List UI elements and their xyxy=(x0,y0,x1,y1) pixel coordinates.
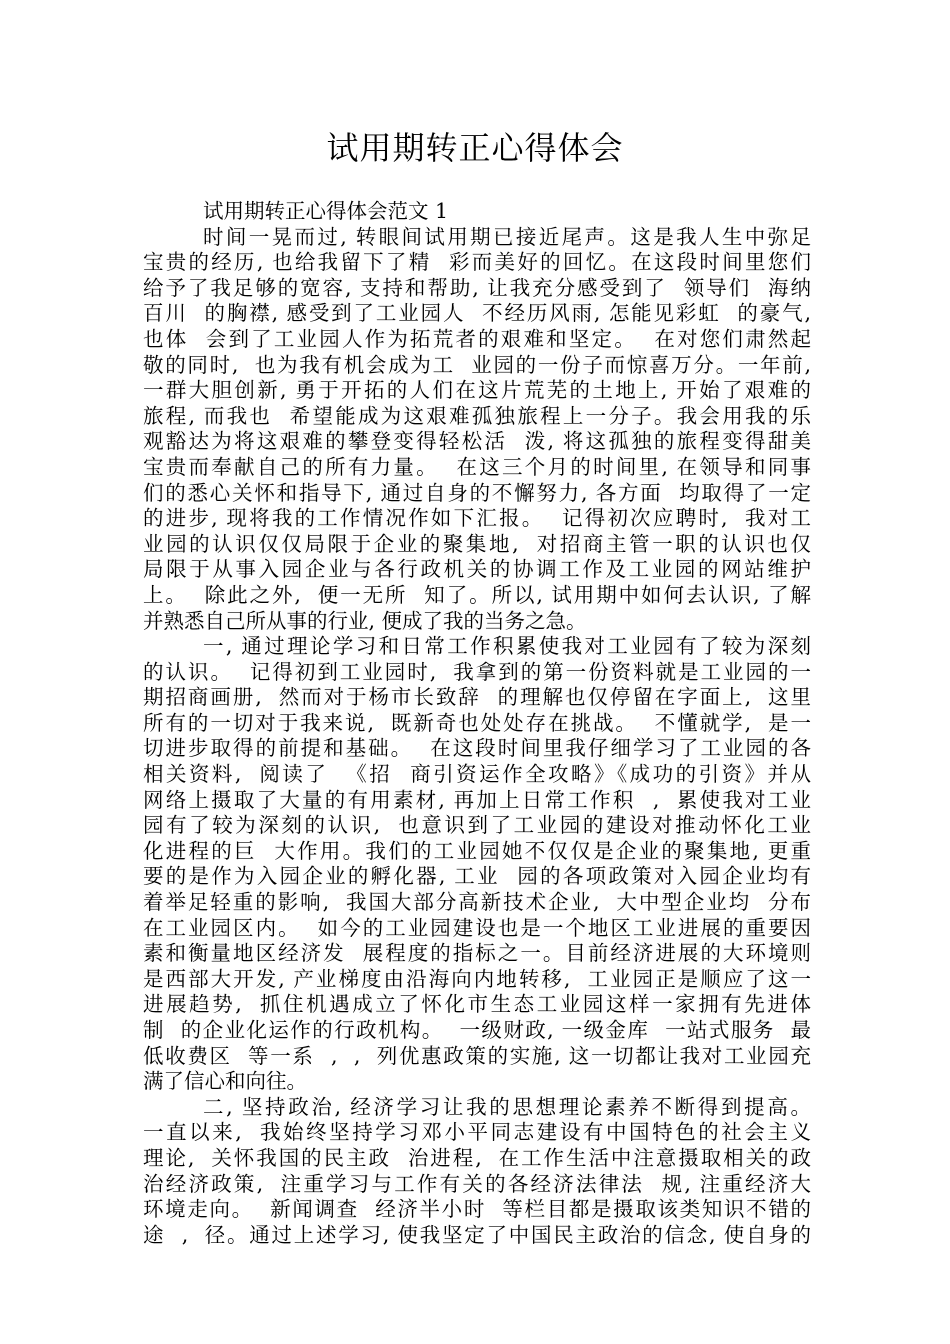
text-line: 二, 坚持政治, 经济学习让我的思想理论素养不断得到提高。 xyxy=(203,1094,811,1119)
text-line: 们的悉心关怀和指导下, 通过自身的不懈努力, 各方面 均取得了一定 xyxy=(143,480,811,505)
text-line: 试用期转正心得体会范文 1 xyxy=(203,199,449,223)
text-line: 观豁达为将这艰难的攀登变得轻松活 泼, 将这孤独的旅程变得甜美 xyxy=(143,429,811,454)
text-line: 的进步, 现将我的工作情况作如下汇报。 记得初次应聘时, 我对工 xyxy=(143,506,811,531)
text-line: 环境走向。 新闻调查 经济半小时 等栏目都是摄取该类知识不错的 xyxy=(143,1197,811,1222)
text-line: 宝贵的经历, 也给我留下了精 彩而美好的回忆。在这段时间里您们 xyxy=(143,250,811,275)
text-line: 治经济政策, 注重学习与工作有关的各经济法律法 规, 注重经济大 xyxy=(143,1171,811,1196)
text-line: 也体 会到了工业园人作为拓荒者的艰难和坚定。 在对您们肃然起 xyxy=(143,326,811,351)
text-line: 期招商画册, 然而对于杨市长致辞 的理解也仅停留在字面上, 这里 xyxy=(143,685,811,710)
text-line: 进展趋势, 抓住机遇成立了怀化市生态工业园这样一家拥有先进体 xyxy=(143,992,811,1017)
text-line: 要的是作为入园企业的孵化器, 工业 园的各项政策对入园企业均有 xyxy=(143,864,811,889)
text-line: 制 的企业化运作的行政机构。 一级财政, 一级金库 一站式服务 最 xyxy=(143,1018,811,1042)
text-line: 局限于从事入园企业与各行政机关的协调工作及工业园的网站维护 xyxy=(143,557,811,582)
text-line: 一群大胆创新, 勇于开拓的人们在这片荒芜的土地上, 开始了艰难的 xyxy=(143,378,811,403)
text-line: 宝贵而奉献自己的所有力量。 在这三个月的时间里, 在领导和同事 xyxy=(143,454,811,479)
text-line: 一, 通过理论学习和日常工作积累使我对工业园有了较为深刻 xyxy=(203,634,811,659)
text-line: 业园的认识仅仅局限于企业的聚集地, 对招商主管一职的认识也仅 xyxy=(143,531,811,556)
text-line: 满了信心和向往。 xyxy=(143,1069,307,1094)
text-line: 化进程的巨 大作用。我们的工业园她不仅仅是企业的聚集地, 更重 xyxy=(143,838,811,863)
text-line: 素和衡量地区经济发 展程度的指标之一。目前经济进展的大环境则 xyxy=(143,941,811,966)
text-line: 所有的一切对于我来说, 既新奇也处处存在挑战。 不懂就学, 是一 xyxy=(143,710,811,735)
text-line: 低收费区 等一系 , , 列优惠政策的实施, 这一切都让我对工业园充 xyxy=(143,1043,811,1068)
text-line: 一直以来, 我始终坚持学习邓小平同志建设有中国特色的社会主义 xyxy=(143,1120,811,1145)
text-line: 切进步取得的前提和基础。 在这段时间里我仔细学习了工业园的各 xyxy=(143,736,811,761)
document-title: 试用期转正心得体会 xyxy=(326,129,624,167)
text-line: 理论, 关怀我国的民主政 治进程, 在工作生活中注意摄取相关的政 xyxy=(143,1145,811,1170)
text-line: 着举足轻重的影响, 我国大部分高新技术企业, 大中型企业均 分布 xyxy=(143,890,811,915)
text-line: 途 , 径。通过上述学习, 使我坚定了中国民主政治的信念, 使自身的 xyxy=(143,1222,811,1247)
text-line: 旅程, 而我也 希望能成为这艰难孤独旅程上一分子。我会用我的乐 xyxy=(143,403,811,428)
text-line: 相关资料, 阅读了 《招 商引资运作全攻略》《成功的引资》并从 xyxy=(143,762,811,787)
document-body xyxy=(143,199,811,1248)
text-line: 的认识。 记得初到工业园时, 我拿到的第一份资料就是工业园的一 xyxy=(143,659,811,684)
text-line: 网络上摄取了大量的有用素材, 再加上日常工作积 , 累使我对工业 xyxy=(143,787,811,812)
text-line: 园有了较为深刻的认识, 也意识到了工业园的建设对推动怀化工业 xyxy=(143,813,811,838)
text-line: 在工业园区内。 如今的工业园建设也是一个地区工业进展的重要因 xyxy=(143,915,811,940)
text-line: 并熟悉自己所从事的行业, 便成了我的当务之急。 xyxy=(143,608,587,633)
text-line: 给予了我足够的宽容, 支持和帮助, 让我充分感受到了 领导们 海纳 xyxy=(143,275,811,300)
text-line: 时间一晃而过, 转眼间试用期已接近尾声。这是我人生中弥足 xyxy=(203,224,811,249)
text-line: 上。 除此之外, 便一无所 知了。所以, 试用期中如何去认识, 了解 xyxy=(143,582,811,607)
text-line: 是西部大开发, 产业梯度由沿海向内地转移, 工业园正是顺应了这一 xyxy=(143,966,811,991)
text-line: 百川 的胸襟, 感受到了工业园人 不经历风雨, 怎能见彩虹 的豪气, xyxy=(143,301,811,326)
text-line: 敬的同时, 也为我有机会成为工 业园的一份子而惊喜万分。一年前, xyxy=(143,352,811,377)
